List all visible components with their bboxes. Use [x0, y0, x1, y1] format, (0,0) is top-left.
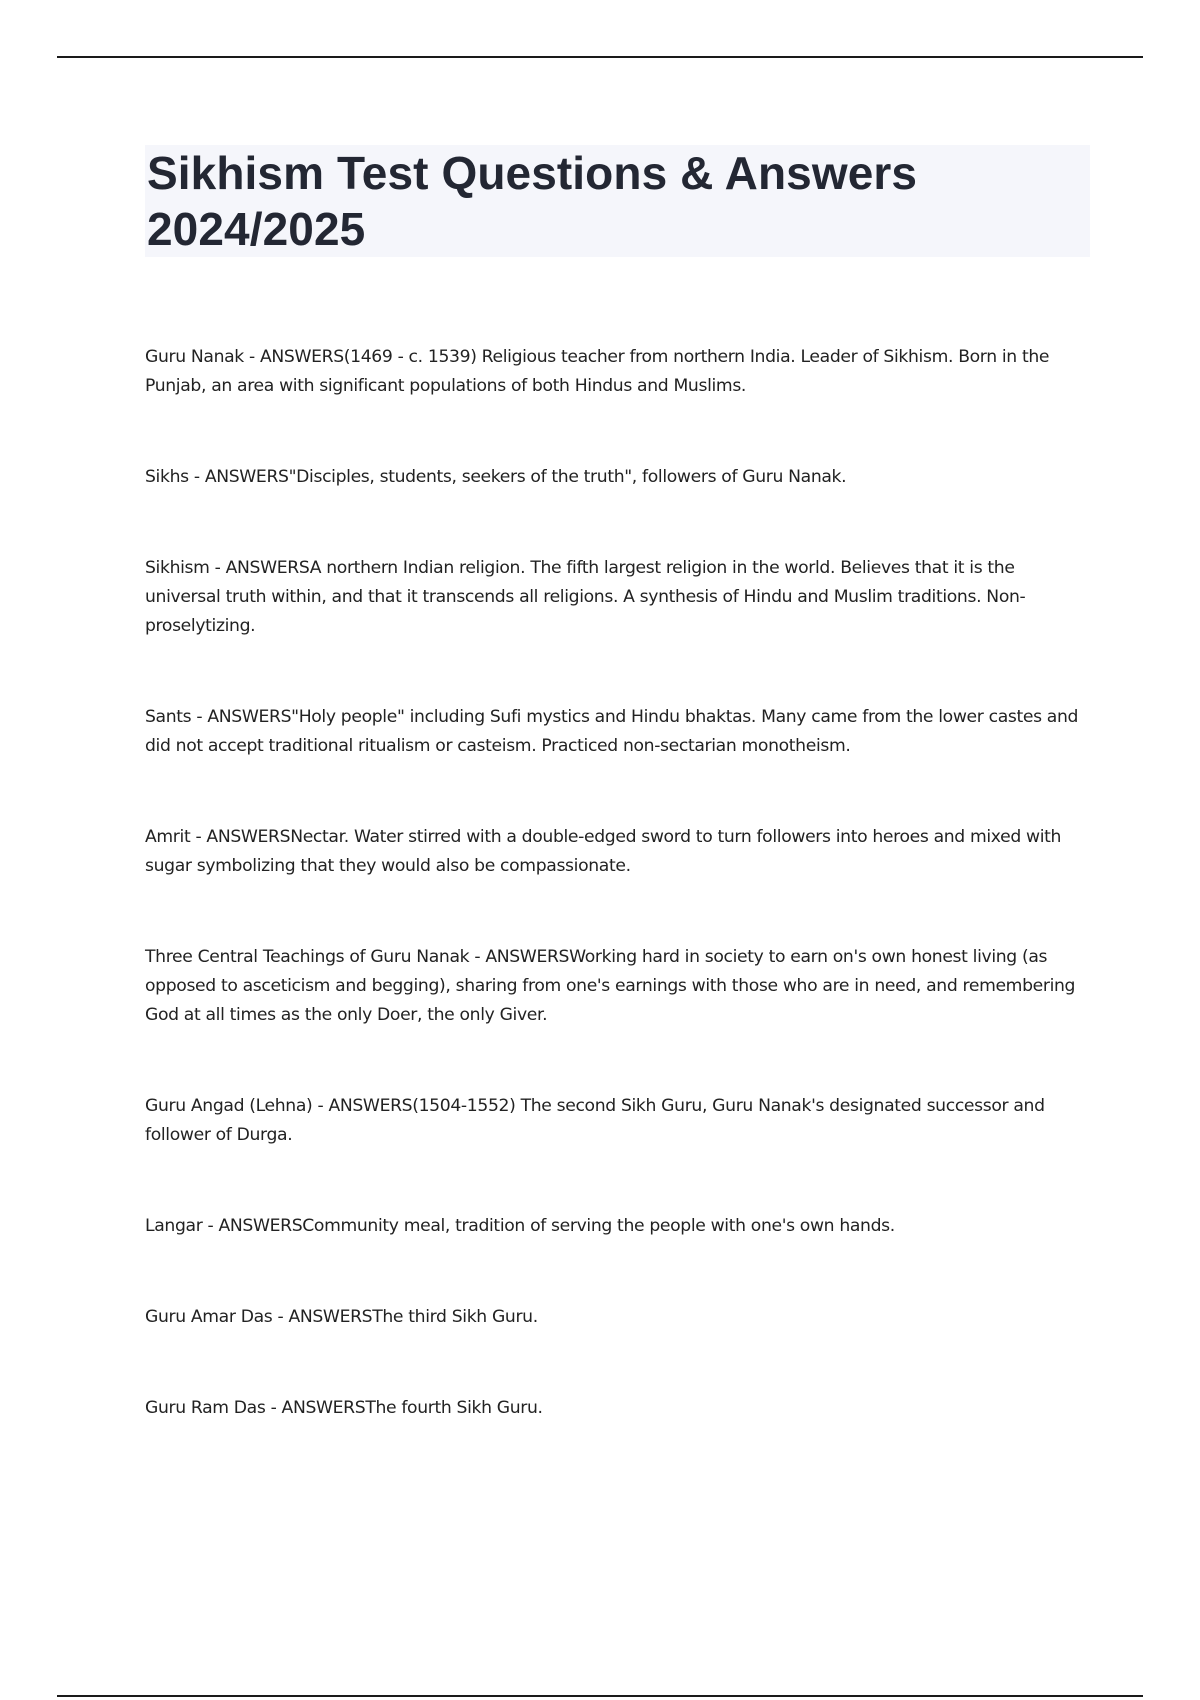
qa-entry-guru-ram-das: Guru Ram Das - ANSWERSThe fourth Sikh Guru. — [145, 1398, 543, 1418]
qa-entry-three-teachings: Three Central Teachings of Guru Nanak - ANSWERSWorking hard in society to earn on's own honest living (as opposed to asceticism and begging), sharing from one's earnings with those who are in need, and remembering God at all times as the only Doer, the only Giver. — [145, 947, 1076, 1025]
qa-entry-guru-nanak: Guru Nanak - ANSWERS(1469 - c. 1539) Religious teacher from northern India. Leader of Sikhism. Born in the Punjab, an area with significant populations of both Hindus and Muslims. — [145, 347, 1050, 396]
page-title: Sikhism Test Questions & Answers 2024/2025 — [147, 147, 918, 255]
bottom-rule — [57, 1695, 1143, 1697]
qa-entry-amrit: Amrit - ANSWERSNectar. Water stirred with a double-edged sword to turn followers into heroes and mixed with sugar symbolizing that they would also be compassionate. — [145, 827, 1062, 876]
top-rule — [57, 56, 1143, 58]
qa-list — [145, 343, 1095, 1423]
qa-entry-langar: Langar - ANSWERSCommunity meal, tradition of serving the people with one's own hands. — [145, 1216, 895, 1236]
qa-entry-sants: Sants - ANSWERS"Holy people" including Sufi mystics and Hindu bhaktas. Many came from the lower castes and did not accept traditional ritualism or casteism. Practiced non-sectarian monotheism. — [145, 707, 1079, 756]
qa-entry-sikhism: Sikhism - ANSWERSA northern Indian religion. The fifth largest religion in the world. Believes that it is the universal truth within, and that it transcends all religions. A synthesis of Hindu and Muslim traditions. Non-proselytizing. — [145, 558, 1026, 636]
qa-entry-guru-angad: Guru Angad (Lehna) - ANSWERS(1504-1552) The second Sikh Guru, Guru Nanak's designated successor and follower of Durga. — [145, 1096, 1045, 1145]
qa-entry-guru-amar-das: Guru Amar Das - ANSWERSThe third Sikh Guru. — [145, 1307, 538, 1327]
qa-entry-sikhs: Sikhs - ANSWERS"Disciples, students, seekers of the truth", followers of Guru Nanak. — [145, 467, 847, 487]
title-block — [145, 145, 1090, 257]
